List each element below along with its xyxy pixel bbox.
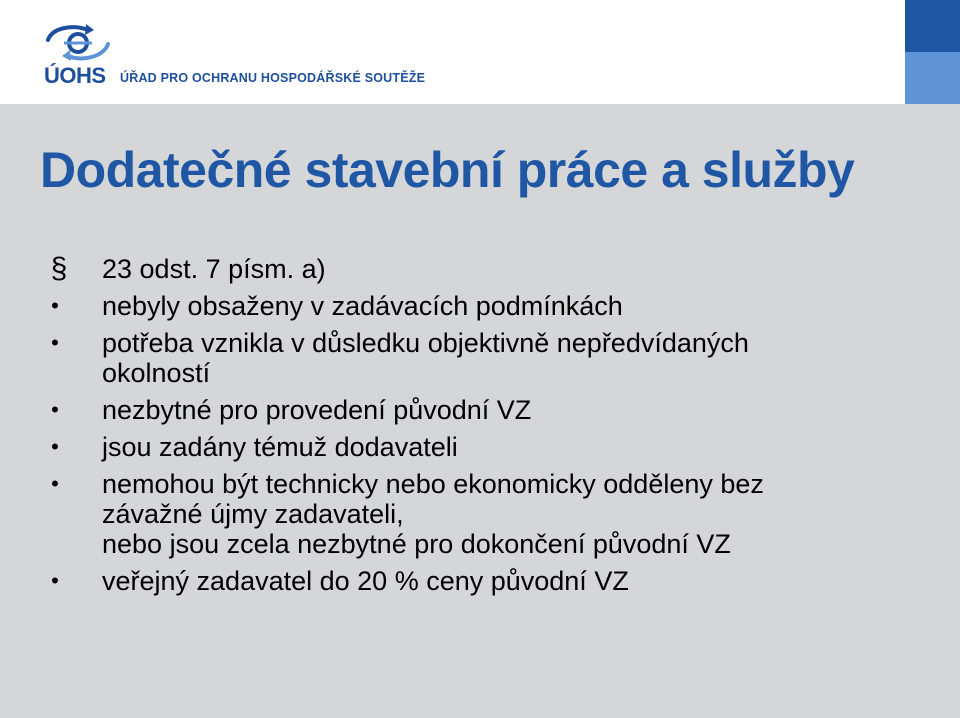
list-item-text: jsou zadány témuž dodavateli xyxy=(102,432,458,462)
list-item xyxy=(40,566,764,596)
slide-content xyxy=(0,104,960,718)
bullet-marker: • xyxy=(51,471,59,496)
list-item-text: potřeba vznikla v důsledku objektivně nepředvídaných xyxy=(102,328,749,358)
bullet-marker: • xyxy=(51,293,59,318)
uohs-logo-icon xyxy=(38,22,118,64)
bullet-marker: • xyxy=(51,434,59,459)
slide-title: Dodatečné stavební práce a služby xyxy=(40,142,855,198)
list-item xyxy=(40,432,764,462)
list-item-text: nebo jsou zcela nezbytné pro dokončení původní VZ xyxy=(102,529,731,559)
bullet-marker: • xyxy=(51,330,59,355)
list-item-text: veřejný zadavatel do 20 % ceny původní VZ xyxy=(102,566,629,596)
section-sign-marker: § xyxy=(50,252,68,285)
bullet-marker: • xyxy=(51,568,59,593)
list-item xyxy=(40,291,764,321)
logo-abbreviation: ÚOHS xyxy=(44,63,106,88)
list-item-text: 23 odst. 7 písm. a) xyxy=(102,254,326,284)
slide-header xyxy=(0,0,960,104)
bullet-marker: • xyxy=(51,397,59,422)
list-item-text: okolností xyxy=(102,358,211,388)
decor-square-light xyxy=(905,52,960,104)
list-item-text: nezbytné pro provedení původní VZ xyxy=(102,395,532,425)
list-item-text: nebyly obsaženy v zadávacích podmínkách xyxy=(102,291,623,321)
list-item xyxy=(40,469,764,559)
list-item-text: závažné újmy zadavateli, xyxy=(102,499,404,529)
list-item xyxy=(40,328,764,388)
list-item xyxy=(40,395,764,425)
decor-square-dark xyxy=(905,0,960,52)
list-item xyxy=(40,254,764,284)
list-item-text: nemohou být technicky nebo ekonomicky odděleny bez xyxy=(102,469,764,499)
logo-organization-name: ÚŘAD PRO OCHRANU HOSPODÁŘSKÉ SOUTĚŽE xyxy=(120,71,426,85)
bullet-list xyxy=(40,254,764,596)
